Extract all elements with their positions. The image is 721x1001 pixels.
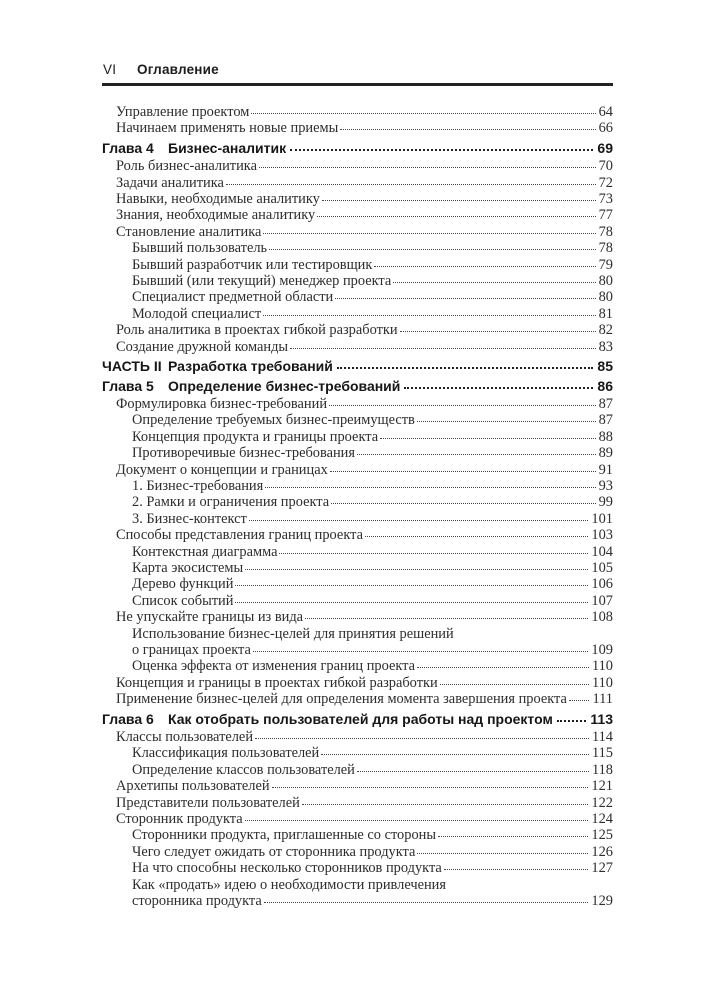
- toc-leader-dots: [249, 520, 589, 521]
- toc-leader-dots: [357, 771, 589, 772]
- toc-entry-title: Бывший разработчик или тестировщик: [132, 256, 373, 273]
- toc-entry: [102, 560, 613, 576]
- toc-page-number: 72: [598, 174, 613, 191]
- toc-page-number: 80: [598, 273, 613, 290]
- toc-page-number: 64: [598, 104, 613, 120]
- toc-page-number: 80: [598, 289, 613, 306]
- toc-entry-title: сторонника продукта: [132, 893, 262, 910]
- toc-leader-dots: [322, 200, 596, 201]
- toc-leader-dots: [290, 149, 593, 151]
- toc-leader-dots: [331, 503, 595, 504]
- toc-entry: [102, 445, 613, 461]
- toc-page-number: 78: [598, 223, 613, 240]
- toc-entry-title: Представители пользователей: [116, 794, 300, 811]
- toc-entry-title: Управление проектом: [116, 104, 250, 120]
- toc-entry-title: Сторонники продукта, приглашенные со стороны: [132, 827, 437, 844]
- toc-page-number: 127: [591, 860, 613, 877]
- toc-leader-dots: [404, 387, 593, 389]
- toc-page-number: 81: [598, 305, 613, 322]
- toc-leader-dots: [235, 585, 588, 586]
- running-header: [103, 62, 219, 77]
- toc-leader-dots: [263, 233, 595, 234]
- toc-entry: [102, 762, 613, 778]
- toc-entry-title: Классификация пользователей: [132, 745, 320, 762]
- toc-leader-dots: [235, 602, 588, 603]
- toc-entry: [102, 642, 613, 658]
- toc-page-number: 87: [598, 412, 613, 429]
- toc-entry: [102, 811, 613, 827]
- toc-entry-title: Оценка эффекта от изменения границ проекта: [132, 658, 416, 675]
- toc-entry: [102, 860, 613, 876]
- toc-entry-title: 2. Рамки и ограничения проекта: [132, 494, 330, 511]
- toc-page-number: 88: [598, 428, 613, 445]
- toc-entry: [102, 273, 613, 289]
- toc-leader-dots: [365, 536, 588, 537]
- toc-chapter-entry: [102, 140, 613, 156]
- toc-entry: [102, 257, 613, 273]
- toc-entry-title: Роль аналитика в проектах гибкой разработки: [116, 322, 398, 339]
- toc-entry: [102, 191, 613, 207]
- toc-entry-title: Молодой специалист: [132, 305, 262, 322]
- toc-page-number: 114: [591, 729, 613, 746]
- toc-leader-dots: [337, 367, 594, 369]
- toc-leader-dots: [302, 804, 589, 805]
- toc-page-number: 77: [598, 207, 613, 224]
- toc-entry: [102, 494, 613, 510]
- toc-entry-label: Глава 6: [102, 710, 154, 727]
- toc-entry: [102, 339, 613, 355]
- toc-page-number: 126: [591, 843, 613, 860]
- toc-page-number: 108: [591, 609, 613, 626]
- toc-page-number: 91: [598, 461, 613, 478]
- toc-entry-title: Определение классов пользователей: [132, 761, 355, 778]
- toc-entry: [102, 795, 613, 811]
- toc-entry-title: Определение требуемых бизнес-преимуществ: [132, 412, 415, 429]
- toc-entry: [102, 511, 613, 527]
- toc-leader-dots: [305, 618, 588, 619]
- toc-leader-dots: [569, 700, 590, 701]
- toc-entry-title: Документ о концепции и границах: [116, 461, 328, 478]
- toc-page-number: 113: [590, 710, 613, 727]
- toc-page-number: 109: [591, 642, 613, 658]
- running-header-title: Оглавление: [137, 62, 219, 77]
- toc-page-number: 87: [598, 395, 613, 412]
- toc-page-number: 115: [591, 745, 613, 762]
- toc-entry: [102, 478, 613, 494]
- toc-chapter-entry: [102, 711, 613, 727]
- toc-entry: [102, 893, 613, 909]
- toc-entry-title: 3. Бизнес-контекст: [132, 510, 247, 527]
- toc-leader-dots: [417, 421, 596, 422]
- toc-leader-dots: [357, 454, 596, 455]
- toc-page-number: 82: [598, 322, 613, 339]
- toc-entry-title: Роль бизнес-аналитика: [116, 158, 257, 175]
- toc-entry-title: Использование бизнес-целей для принятия решений: [132, 625, 454, 642]
- toc-page-number: 99: [598, 494, 613, 511]
- toc-leader-dots: [380, 438, 596, 439]
- toc-leader-dots: [417, 853, 588, 854]
- toc-leader-dots: [321, 754, 589, 755]
- toc-entry-title: Как «продать» идею о необходимости привлечения: [132, 876, 446, 893]
- toc-entry: [102, 691, 613, 707]
- toc-entry-title: Дерево функций: [132, 576, 234, 593]
- toc-chapter-entry: [102, 358, 613, 374]
- toc-entry: [102, 224, 613, 240]
- toc-entry: [102, 877, 613, 893]
- toc-entry-title: 1. Бизнес-требования: [132, 477, 264, 494]
- toc-page-number: 85: [597, 358, 613, 375]
- toc-entry-title: Концепция и границы в проектах гибкой разработки: [116, 674, 438, 691]
- toc-entry-title: Начинаем применять новые приемы: [116, 120, 339, 137]
- toc-leader-dots: [374, 266, 595, 267]
- toc-entry: [102, 396, 613, 412]
- toc-leader-dots: [226, 184, 596, 185]
- toc-page-number: 79: [598, 256, 613, 273]
- toc-entry-title: Становление аналитика: [116, 223, 262, 240]
- toc-page-number: 106: [591, 576, 613, 593]
- toc-entry-title: Бывший (или текущий) менеджер проекта: [132, 273, 392, 290]
- table-of-contents: [102, 104, 613, 910]
- toc-entry: [102, 207, 613, 223]
- toc-entry-title: Знания, необходимые аналитику: [116, 207, 316, 224]
- toc-entry: [102, 120, 613, 136]
- toc-entry-title: Бизнес-аналитик: [168, 139, 287, 156]
- toc-page-number: 105: [591, 559, 613, 576]
- toc-leader-dots: [329, 405, 596, 406]
- toc-entry: [102, 626, 613, 642]
- toc-entry-title: Применение бизнес-целей для определения момента завершения проекта: [116, 691, 567, 708]
- toc-entry-title: Определение бизнес-требований: [168, 377, 401, 394]
- toc-page-number: 104: [591, 543, 613, 560]
- toc-entry: [102, 175, 613, 191]
- toc-entry: [102, 609, 613, 625]
- toc-page-number: 66: [598, 120, 613, 137]
- toc-entry-title: Не упускайте границы из вида: [116, 609, 304, 626]
- toc-leader-dots: [251, 113, 595, 114]
- toc-page-number: 78: [598, 240, 613, 257]
- toc-page-number: 93: [598, 477, 613, 494]
- toc-leader-dots: [259, 167, 596, 168]
- toc-leader-dots: [438, 836, 588, 837]
- toc-entry: [102, 827, 613, 843]
- toc-entry: [102, 675, 613, 691]
- toc-entry-title: Создание дружной команды: [116, 338, 289, 355]
- toc-entry: [102, 576, 613, 592]
- toc-entry: [102, 745, 613, 761]
- toc-entry-title: Способы представления границ проекта: [116, 527, 363, 544]
- toc-leader-dots: [263, 315, 595, 316]
- toc-entry: [102, 412, 613, 428]
- toc-page-number: 111: [592, 691, 613, 708]
- toc-entry-title: о границах проекта: [132, 642, 251, 658]
- toc-entry-label: Глава 4: [102, 139, 154, 156]
- toc-entry-title: Навыки, необходимые аналитику: [116, 191, 320, 208]
- toc-entry-title: Противоречивые бизнес-требования: [132, 445, 355, 462]
- toc-page-number: 125: [591, 827, 613, 844]
- toc-entry-title: Контекстная диаграмма: [132, 543, 278, 560]
- toc-entry-title: Разработка требований: [168, 358, 333, 375]
- toc-leader-dots: [264, 902, 589, 903]
- toc-page-number: 70: [598, 158, 613, 175]
- toc-entry-title: Список событий: [132, 592, 234, 609]
- toc-page-number: 69: [597, 139, 613, 156]
- toc-entry: [102, 289, 613, 305]
- toc-page-number: 121: [591, 778, 613, 795]
- toc-leader-dots: [330, 471, 596, 472]
- toc-entry: [102, 658, 613, 674]
- toc-leader-dots: [557, 720, 587, 722]
- toc-leader-dots: [417, 667, 589, 668]
- toc-leader-dots: [245, 820, 589, 821]
- toc-page-number: 89: [598, 445, 613, 462]
- toc-entry: [102, 429, 613, 445]
- toc-entry-label: Глава 5: [102, 377, 154, 394]
- toc-page-number: 129: [591, 893, 613, 910]
- toc-entry-title: Бывший пользователь: [132, 240, 268, 257]
- toc-leader-dots: [253, 651, 589, 652]
- toc-entry: [102, 527, 613, 543]
- toc-page-number: 124: [591, 811, 613, 828]
- toc-leader-dots: [245, 569, 588, 570]
- toc-leader-dots: [340, 129, 595, 130]
- toc-page-number: 101: [591, 510, 613, 527]
- toc-entry: [102, 729, 613, 745]
- toc-chapter-entry: [102, 378, 613, 394]
- toc-entry-title: Карта экосистемы: [132, 559, 244, 576]
- toc-entry-title: На что способны несколько сторонников продукта: [132, 860, 442, 877]
- toc-leader-dots: [272, 787, 589, 788]
- toc-page-number: 73: [598, 191, 613, 208]
- toc-entry: [102, 306, 613, 322]
- toc-leader-dots: [269, 249, 596, 250]
- toc-entry: [102, 104, 613, 120]
- toc-entry: [102, 462, 613, 478]
- toc-leader-dots: [335, 298, 595, 299]
- toc-page-number: 118: [591, 761, 613, 778]
- toc-entry-title: Задачи аналитика: [116, 174, 224, 191]
- toc-leader-dots: [279, 553, 588, 554]
- toc-leader-dots: [290, 348, 596, 349]
- toc-entry-title: Как отобрать пользователей для работы над проектом: [168, 710, 553, 727]
- toc-entry-label: ЧАСТЬ II: [102, 358, 162, 375]
- toc-entry-title: Чего следует ожидать от сторонника продукта: [132, 843, 416, 860]
- toc-entry: [102, 593, 613, 609]
- toc-entry-title: Классы пользователей: [116, 729, 254, 746]
- toc-entry: [102, 778, 613, 794]
- toc-entry-title: Формулировка бизнес-требований: [116, 395, 328, 412]
- toc-entry-title: Сторонник продукта: [116, 811, 243, 828]
- toc-page-number: 110: [591, 674, 613, 691]
- toc-entry: [102, 158, 613, 174]
- toc-page-number: 122: [591, 794, 613, 811]
- toc-leader-dots: [440, 684, 589, 685]
- toc-entry: [102, 544, 613, 560]
- toc-leader-dots: [265, 487, 595, 488]
- toc-leader-dots: [255, 738, 589, 739]
- toc-page-number: 107: [591, 592, 613, 609]
- toc-leader-dots: [400, 331, 596, 332]
- toc-entry: [102, 240, 613, 256]
- toc-leader-dots: [317, 216, 595, 217]
- toc-page-number: 86: [597, 377, 613, 394]
- folio-page-number: VI: [103, 62, 117, 77]
- toc-entry: [102, 322, 613, 338]
- toc-page-number: 110: [591, 658, 613, 675]
- toc-entry-title: Концепция продукта и границы проекта: [132, 428, 379, 445]
- toc-entry-title: Специалист предметной области: [132, 289, 334, 306]
- toc-entry: [102, 844, 613, 860]
- toc-page-number: 103: [591, 527, 613, 544]
- toc-page-number: 83: [598, 338, 613, 355]
- toc-entry-title: Архетипы пользователей: [116, 778, 270, 795]
- toc-leader-dots: [444, 869, 589, 870]
- toc-leader-dots: [393, 282, 595, 283]
- header-rule: [102, 83, 613, 86]
